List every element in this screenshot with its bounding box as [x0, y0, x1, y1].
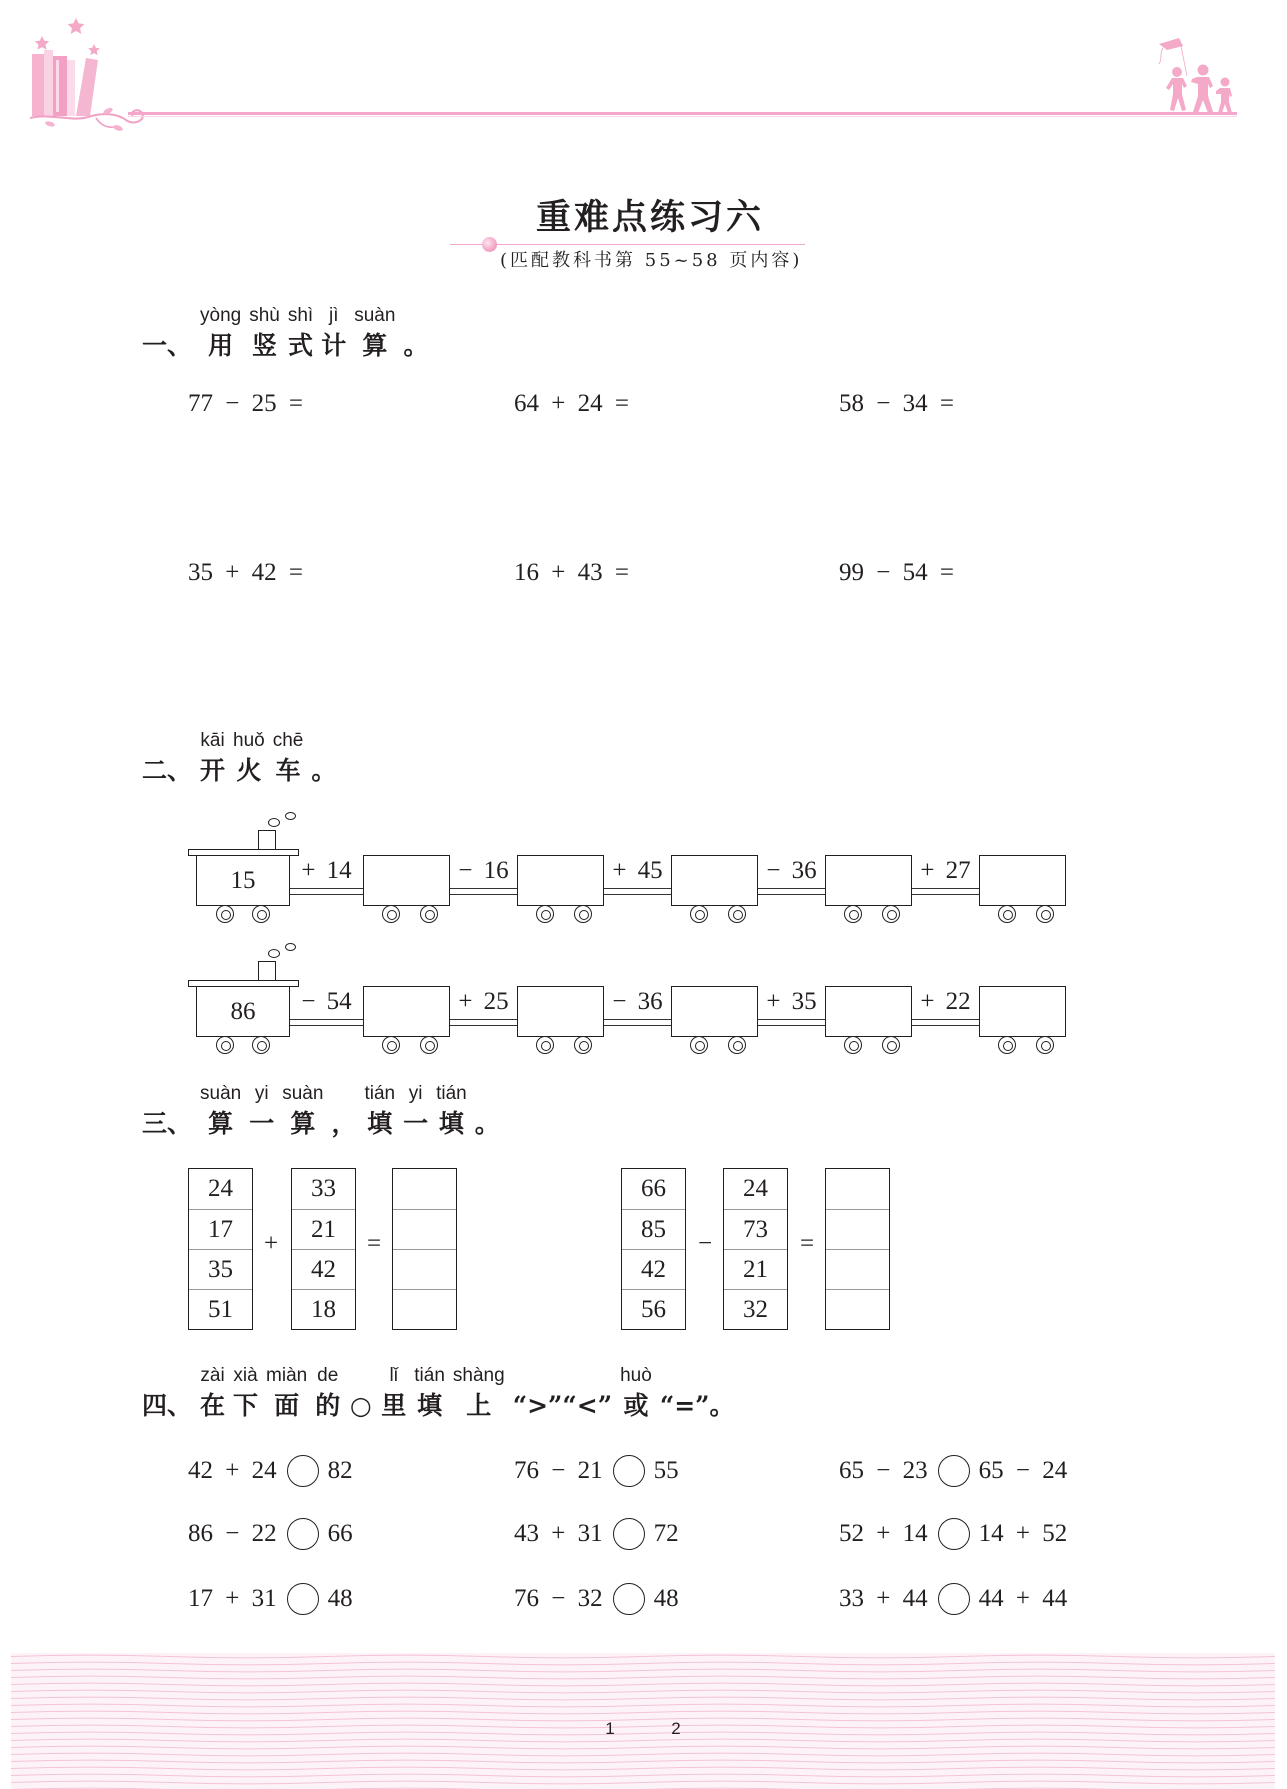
heading-char-unit	[354, 304, 395, 362]
table-cell: 21	[292, 1209, 355, 1249]
heading-char-unit	[200, 304, 241, 362]
section4-heading	[142, 1364, 743, 1422]
table-cell: 85	[622, 1209, 685, 1249]
vertical-calc-problem: 35 + 42 =	[188, 559, 303, 586]
table-cell: 24	[743, 1175, 768, 1202]
train-wheel	[574, 905, 592, 923]
heading-char-unit	[200, 729, 225, 787]
heading-char-unit	[403, 304, 428, 362]
pinyin: de	[317, 1365, 339, 1386]
train-coupler-line	[450, 1025, 517, 1026]
pinyin: jì	[328, 305, 339, 326]
header-rule	[128, 112, 1237, 115]
pinyin: yi	[254, 1083, 269, 1104]
train-wheel	[382, 1036, 400, 1054]
train-car-answer-box	[517, 986, 604, 1037]
heading-char-unit	[453, 1364, 505, 1422]
heading-char-unit	[660, 1364, 735, 1422]
title-bullet-dot	[482, 237, 497, 252]
heading-char: 或	[623, 1391, 649, 1420]
train-car-answer-box	[671, 855, 758, 906]
comparison-left-expression: 33 + 44	[839, 1585, 928, 1612]
table-cell: 17	[189, 1209, 252, 1249]
pinyin: lǐ	[389, 1365, 398, 1386]
comparison-answer-circle	[613, 1518, 645, 1550]
pinyin: tián	[436, 1083, 467, 1104]
comparison-answer-circle	[613, 1455, 645, 1487]
table-cell: 51	[189, 1289, 252, 1329]
comparison-left-expression: 42 + 24	[188, 1457, 277, 1484]
heading-char-unit	[414, 1364, 445, 1422]
heading-char: ，	[331, 1109, 357, 1138]
heading-char: 。	[474, 1109, 500, 1138]
pinyin: huǒ	[233, 730, 265, 751]
train-step-label: + 45	[612, 857, 663, 884]
heading-char-unit	[142, 1082, 192, 1140]
comparison-answer-circle	[938, 1455, 970, 1487]
train-step-label: − 36	[766, 857, 817, 884]
train-step-label: − 54	[301, 988, 352, 1015]
heading-char: 开	[200, 756, 226, 785]
train-car-answer-box	[517, 855, 604, 906]
train-wheel	[382, 905, 400, 923]
comparison-item	[188, 1583, 353, 1615]
comparison-item	[514, 1518, 679, 1550]
train-car-answer-box	[979, 855, 1066, 906]
train-engine-box: 86	[196, 986, 290, 1037]
heading-char-unit	[315, 1364, 340, 1422]
train-car-answer-box	[825, 986, 912, 1037]
heading-char: 二、	[142, 756, 193, 785]
comparison-answer-circle	[287, 1455, 319, 1487]
heading-char: 车	[275, 756, 301, 785]
operator-sign: +	[263, 1230, 279, 1257]
train-coupler-line	[912, 888, 979, 889]
heading-char: 。	[311, 756, 337, 785]
kids-kite-icon	[1153, 36, 1239, 116]
table-cell: 66	[641, 1175, 666, 1202]
comparison-right-expression: 72	[653, 1520, 679, 1547]
comparison-left-expression: 86 − 22	[188, 1520, 277, 1547]
heading-char-unit	[620, 1364, 652, 1422]
heading-char: 在	[200, 1391, 226, 1420]
train-coupler-line	[758, 1025, 825, 1026]
train-wheel	[728, 1036, 746, 1054]
heading-char-unit	[311, 729, 336, 787]
pinyin: shàng	[452, 1365, 505, 1386]
comparison-left-expression: 76 − 32	[514, 1585, 603, 1612]
page-number-digit-1: 1	[605, 1719, 615, 1738]
heading-char: 算	[290, 1109, 316, 1138]
train-wheel	[536, 1036, 554, 1054]
train-wheel	[252, 905, 270, 923]
empty-answer-cell	[393, 1289, 456, 1329]
heading-char: 竖	[252, 331, 278, 360]
pinyin: tián	[364, 1083, 396, 1104]
train-coupler-line	[912, 1025, 979, 1026]
heading-char-unit	[364, 1082, 395, 1140]
vertical-calc-problem: 58 − 34 =	[839, 390, 954, 417]
smoke-puff	[268, 949, 280, 958]
train-wheel	[690, 1036, 708, 1054]
heading-char-unit	[249, 304, 280, 362]
train-wheel	[844, 905, 862, 923]
heading-char: 式	[288, 331, 314, 360]
heading-char-unit	[142, 304, 192, 362]
train-wheel	[216, 1036, 234, 1054]
heading-char: 一	[249, 1109, 275, 1138]
heading-char-unit	[513, 1364, 612, 1422]
pinyin: miàn	[266, 1365, 308, 1386]
empty-answer-cell	[826, 1249, 889, 1289]
train-coupler-line	[758, 888, 825, 889]
empty-answer-cell	[826, 1289, 889, 1329]
train-wheel	[420, 1036, 438, 1054]
comparison-item	[514, 1583, 679, 1615]
comparison-left-expression: 65 − 23	[839, 1457, 928, 1484]
train-coupler-line	[290, 1019, 363, 1020]
comparison-item	[839, 1583, 1067, 1615]
train-wheel	[1036, 905, 1054, 923]
heading-char-unit	[273, 729, 304, 787]
section3-heading	[142, 1082, 508, 1140]
train-coupler-line	[604, 1019, 671, 1020]
comparison-item	[188, 1455, 353, 1487]
heading-char: 。	[403, 331, 429, 360]
table-cell: 21	[724, 1249, 787, 1289]
comparison-right-expression: 66	[327, 1520, 353, 1547]
heading-char: 填	[417, 1391, 443, 1420]
heading-char: 一、	[142, 331, 193, 360]
header-rule-light	[128, 116, 1237, 117]
pinyin: suàn	[282, 1083, 324, 1104]
train-step-label: + 25	[458, 988, 509, 1015]
heading-char: 下	[233, 1391, 259, 1420]
heading-char: 上	[466, 1391, 492, 1420]
table-cell: 42	[292, 1249, 355, 1289]
train-coupler-line	[450, 888, 517, 889]
train-wheel	[216, 905, 234, 923]
vertical-calc-problem: 99 − 54 =	[839, 559, 954, 586]
train-wheel	[420, 905, 438, 923]
pinyin: shì	[287, 305, 314, 326]
section2-heading	[142, 729, 344, 787]
train-coupler-line	[604, 894, 671, 895]
train-coupler-line	[604, 888, 671, 889]
heading-char-unit	[475, 1082, 500, 1140]
pinyin: yòng	[200, 305, 242, 326]
comparison-item	[514, 1455, 679, 1487]
train-coupler-line	[290, 1025, 363, 1026]
comparison-item	[839, 1455, 1067, 1487]
comparison-item	[188, 1518, 353, 1550]
comparison-answer-circle	[938, 1583, 970, 1615]
comparison-left-expression: 43 + 31	[514, 1520, 603, 1547]
first-number-column	[621, 1168, 686, 1330]
heading-char: 四、	[142, 1391, 193, 1420]
heading-char: 算	[208, 1109, 234, 1138]
equals-sign: =	[799, 1230, 815, 1257]
train-coupler-line	[912, 894, 979, 895]
comparison-left-expression: 17 + 31	[188, 1585, 277, 1612]
train-coupler-line	[450, 894, 517, 895]
heading-char-unit	[288, 304, 313, 362]
table-cell: 24	[208, 1175, 233, 1202]
comparison-item	[839, 1518, 1067, 1550]
pinyin: yi	[408, 1083, 423, 1104]
pinyin: shù	[249, 305, 280, 326]
train-step-label: + 22	[920, 988, 971, 1015]
heading-char: 算	[362, 331, 388, 360]
heading-char-unit	[282, 1082, 323, 1140]
second-number-column	[291, 1168, 356, 1330]
engine-chimney	[258, 961, 276, 981]
heading-char: 里	[381, 1391, 407, 1420]
section1-heading	[142, 304, 436, 362]
heading-char: 一	[403, 1109, 429, 1138]
answer-column	[392, 1168, 457, 1330]
empty-answer-cell	[826, 1209, 889, 1249]
pinyin: suàn	[354, 305, 396, 326]
comparison-answer-circle	[938, 1518, 970, 1550]
heading-char-unit	[266, 1364, 307, 1422]
train-coupler-line	[290, 894, 363, 895]
comparison-right-expression: 65 − 24	[978, 1457, 1068, 1484]
answer-column	[825, 1168, 890, 1330]
train-wheel	[1036, 1036, 1054, 1054]
page-subtitle: (匹配教科书第 55~58 页内容)	[500, 250, 803, 271]
equals-sign: =	[366, 1230, 382, 1257]
train-step-label: − 16	[458, 857, 509, 884]
train-coupler-line	[450, 1019, 517, 1020]
comparison-answer-circle	[613, 1583, 645, 1615]
train-wheel	[252, 1036, 270, 1054]
train-wheel	[882, 905, 900, 923]
heading-char-unit	[348, 1364, 373, 1422]
pinyin: xià	[233, 1365, 258, 1386]
pinyin: suàn	[200, 1083, 242, 1104]
comparison-right-expression: 82	[327, 1457, 353, 1484]
pinyin: kāi	[200, 730, 225, 751]
table-cell: 18	[292, 1289, 355, 1329]
train-wheel	[844, 1036, 862, 1054]
page-title: 重难点练习六	[535, 197, 764, 238]
heading-char-unit	[142, 1364, 192, 1422]
table-cell: 56	[622, 1289, 685, 1329]
table-cell: 33	[311, 1175, 336, 1202]
heading-char: 三、	[142, 1109, 193, 1138]
heading-char-unit	[436, 1082, 467, 1140]
train-wheel	[574, 1036, 592, 1054]
empty-answer-cell	[826, 1169, 889, 1209]
train-wheel	[882, 1036, 900, 1054]
vertical-calc-problem: 64 + 24 =	[514, 390, 629, 417]
train-car-answer-box	[363, 986, 450, 1037]
first-number-column	[188, 1168, 253, 1330]
heading-char: ○	[349, 1391, 372, 1420]
train-wheel	[728, 905, 746, 923]
comparison-right-expression: 44 + 44	[978, 1585, 1068, 1612]
train-step-label: + 27	[920, 857, 971, 884]
heading-char-unit	[321, 304, 346, 362]
train-step-label: + 14	[301, 857, 352, 884]
heading-char: “>”“<”	[512, 1391, 613, 1420]
train-wheel	[536, 905, 554, 923]
heading-char: 填	[367, 1109, 393, 1138]
train-wheel	[998, 1036, 1016, 1054]
heading-char-unit	[249, 1082, 274, 1140]
page-number-digit-2: 2	[671, 1719, 681, 1738]
comparison-answer-circle	[287, 1583, 319, 1615]
engine-chimney	[258, 830, 276, 850]
comparison-answer-circle	[287, 1518, 319, 1550]
train-engine-box: 15	[196, 855, 290, 906]
heading-char: 计	[321, 331, 347, 360]
heading-char: 填	[438, 1109, 464, 1138]
heading-char: “=”。	[659, 1391, 735, 1420]
table-cell: 73	[724, 1209, 787, 1249]
heading-char-unit	[200, 1364, 225, 1422]
vertical-calc-problem: 16 + 43 =	[514, 559, 629, 586]
vertical-calc-problem: 77 − 25 =	[188, 390, 303, 417]
comparison-left-expression: 76 − 21	[514, 1457, 603, 1484]
train-car-answer-box	[671, 986, 758, 1037]
train-coupler-line	[912, 1019, 979, 1020]
heading-char: 面	[274, 1391, 300, 1420]
empty-answer-cell	[393, 1249, 456, 1289]
train-car-answer-box	[979, 986, 1066, 1037]
operator-sign: −	[697, 1230, 713, 1257]
heading-char: 火	[236, 756, 262, 785]
comparison-right-expression: 14 + 52	[978, 1520, 1068, 1547]
train-coupler-line	[604, 1025, 671, 1026]
train-coupler-line	[290, 888, 363, 889]
pinyin: tián	[414, 1365, 445, 1386]
heading-char-unit	[233, 729, 265, 787]
empty-answer-cell	[393, 1209, 456, 1249]
heading-char: 的	[315, 1391, 341, 1420]
empty-answer-cell	[393, 1169, 456, 1209]
smoke-puff	[285, 812, 296, 820]
smoke-puff	[268, 818, 280, 827]
title-underline	[450, 244, 805, 245]
train-wheel	[998, 905, 1016, 923]
heading-char-unit	[233, 1364, 258, 1422]
train-coupler-line	[758, 1019, 825, 1020]
comparison-right-expression: 48	[327, 1585, 353, 1612]
smoke-puff	[285, 943, 296, 951]
comparison-left-expression: 52 + 14	[839, 1520, 928, 1547]
heading-char-unit	[142, 729, 192, 787]
footer-wave-pattern	[11, 1653, 1275, 1789]
train-car-answer-box	[363, 855, 450, 906]
train-step-label: + 35	[766, 988, 817, 1015]
heading-char: 用	[208, 331, 234, 360]
pinyin: huò	[620, 1365, 652, 1386]
table-cell: 42	[622, 1249, 685, 1289]
table-cell: 35	[189, 1249, 252, 1289]
heading-char-unit	[200, 1082, 241, 1140]
train-wheel	[690, 905, 708, 923]
pinyin: chē	[272, 730, 304, 751]
heading-char-unit	[381, 1364, 406, 1422]
train-coupler-line	[758, 894, 825, 895]
table-cell: 32	[724, 1289, 787, 1329]
train-step-label: − 36	[612, 988, 663, 1015]
heading-char-unit	[403, 1082, 428, 1140]
train-car-answer-box	[825, 855, 912, 906]
comparison-right-expression: 55	[653, 1457, 679, 1484]
heading-char-unit	[331, 1082, 356, 1140]
pinyin: zài	[200, 1365, 225, 1386]
second-number-column	[723, 1168, 788, 1330]
comparison-right-expression: 48	[653, 1585, 679, 1612]
